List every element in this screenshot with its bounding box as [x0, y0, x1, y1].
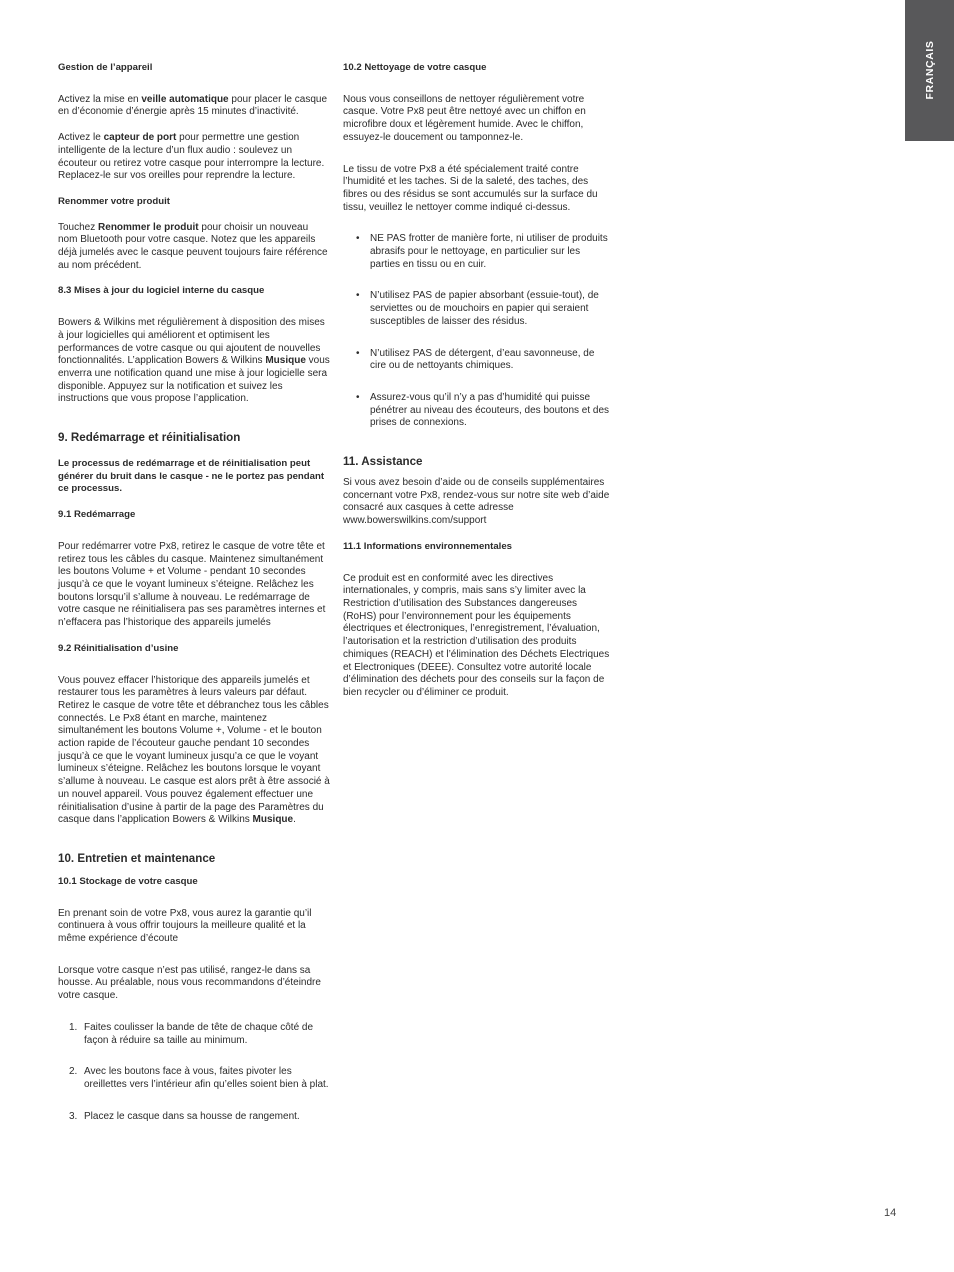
capteur-paragraph: Activez le capteur de port pour permettre une gestion intelligente de la lecture d’un flux audio : soulevez un écouteur ou retirez votre casque pour interrompre la lecture. Replacez-le sur vos oreilles pour reprendre la lecture. — [58, 132, 325, 182]
section-10-1-paragraph-2: Lorsque votre casque n’est pas utilisé, rangez-le dans sa housse. Au préalable, nous vous recommandons d’éteindre votre casque. — [58, 964, 321, 1002]
rename-paragraph: Touchez Renommer le produit pour choisir un nouveau nom Bluetooth pour votre casque. Notez que les appareils déjà jumelés avec le casque peuvent toujours faire référence au nom précédent. — [58, 221, 328, 271]
rename-heading: Renommer votre produit — [58, 195, 170, 207]
section-11-heading: 11. Assistance — [343, 455, 423, 469]
list-item: 3. Placez le casque dans sa housse de rangement. — [69, 1110, 300, 1122]
section-9-2-heading: 9.2 Réinitialisation d’usine — [58, 642, 179, 654]
section-8-3-heading: 8.3 Mises à jour du logiciel interne du casque — [58, 285, 265, 297]
list-item: 1. Faites coulisser la bande de tête de chaque côté de façon à réduire sa taille au minimum. — [69, 1021, 314, 1046]
section-10-1-heading: 10.1 Stockage de votre casque — [58, 875, 198, 887]
left-column — [58, 62, 330, 1142]
section-11-1-heading: 11.1 Informations environnementales — [343, 540, 513, 552]
list-item: • N’utilisez PAS de papier absorbant (essuie-tout), de serviettes ou de mouchoirs en papier qui seraient susceptibles de laisser des résidus. — [370, 290, 611, 328]
section-10-2-paragraph-2: Le tissu de votre Px8 a été spécialement traité contre l’humidité et les taches. Si de la saleté, des taches, des fibres ou des résidus se sont accumulés sur la surface du tissu, veuillez le nettoyer comme indiqué ci-dessus. — [343, 163, 598, 213]
section-10-heading: 10. Entretien et maintenance — [58, 851, 216, 865]
list-item: 2. Avec les boutons face à vous, faites pivoter les oreillettes vers l’intérieur afin qu’elles soient bien à plat. — [69, 1066, 329, 1090]
section-9-2-paragraph: Vous pouvez effacer l’historique des appareils jumelés et restaurer tous les paramètres à leurs valeurs par défaut. Retirez le casque de votre tête et débranchez tous les câbles connectés. Le Px8 étant en marche, maintenez simultanément les boutons Volume +, Volume - et le bouton action rapide de l’écouteur gauche pendant 10 secondes jusqu’à ce que le voyant lumineux jusqu’a ce que le voyant lumineux s’éteigne. Relâchez les boutons lorsque le voyant s’allume à nouveau. Le casque est alors prêt à être associé à un nouvel appareil. Vous pouvez également effectuer une réinitialisation d’usine à partir de la page des Paramètres du casque dans l’application Bowers & Wilkins Musique. — [58, 674, 330, 826]
gestion-heading: Gestion de l’appareil — [58, 62, 153, 73]
section-8-3-paragraph: Bowers & Wilkins met régulièrement à disposition des mises à jour logicielles qui améliorent et optimisent les performances de votre casque ou qui ajoutent de nouvelles fonctionnalités. L’application Bowers & Wilkins Musique vous enverra une notification quand une mise à jour logicielle sera disponible. Appuyez sur la notification et suivez les instructions que vous propose l’application. — [58, 317, 330, 405]
language-tab-label: FRANÇAIS — [923, 40, 936, 100]
list-item: • Assurez-vous qu’il n’y a pas d’humidité qui puisse pénétrer au niveau des écouteurs, des boutons et des prises de connexions. — [370, 392, 611, 430]
section-11-1-paragraph: Ce produit est en conformité avec les directives internationales, y compris, mais sans s’y limiter avec la Restriction d’utilisation des Substances dangereuses (RoHS) pour l’environnement pour les équipements électriques et électroniques, l’enregistrement, l’évaluation, l’autorisation et la restriction d’utilisation des produits chimiques (REACH) et l’élimination des Déchets Electriques et Electroniques (DEEE). Consultez votre autorité locale d’élimination des déchets pour des conseils sur la façon de bien recycler ou d’éliminer ce produit. — [343, 572, 610, 698]
list-item: • N’utilisez PAS de détergent, d’eau savonneuse, de cire ou de nettoyants chimiques. — [370, 348, 611, 373]
page-number: 14 — [884, 1207, 897, 1219]
cleaning-bullet-list — [343, 233, 611, 430]
right-column — [343, 62, 611, 700]
section-10-1-paragraph-1: En prenant soin de votre Px8, vous aurez la garantie qu’il continuera à vous offrir toujours la meilleure qualité et la même expérience d’écoute — [58, 907, 312, 945]
section-9-1-paragraph: Pour redémarrer votre Px8, retirez le casque de votre tête et retirez tous les câbles du casque. Maintenez simultanément les boutons Volume + et Volume - pendant 10 secondes jusqu’à ce que le voyant lumineux s’éteigne. Relâchez les boutons lorsqu’il s’allume à nouveau. Le redémarrage de votre casque ne réinitialisera pas ses paramètres internes et n’effacera pas l’historique des appareils jumelés — [58, 540, 326, 629]
section-10-2-paragraph-1: Nous vous conseillons de nettoyer régulièrement votre casque. Votre Px8 peut être nettoyé avec un chiffon en microfibre doux et légèrement humide. Avec le chiffon, essuyez-le doucement ou tamponnez-le. — [343, 93, 586, 143]
veille-paragraph: Activez la mise en veille automatique pour placer le casque en d’économie d’énergie après 15 minutes d’inactivité. — [58, 93, 328, 118]
section-10-2-heading: 10.2 Nettoyage de votre casque — [343, 62, 487, 73]
section-9-heading: 9. Redémarrage et réinitialisation — [58, 431, 241, 445]
language-tab — [905, 0, 954, 141]
section-11-paragraph: Si vous avez besoin d’aide ou de conseils supplémentaires concernant votre Px8, rendez-vous sur notre site web d’aide consacré aux casques à cette adresse www.bowerswilkins.com/support — [343, 477, 610, 527]
storage-steps-list — [58, 1022, 330, 1124]
section-9-warning: Le processus de redémarrage et de réinitialisation peut générer du bruit dans le casque - ne le portez pas pendant ce processus. — [58, 458, 325, 495]
list-item: • NE PAS frotter de manière forte, ni utiliser de produits abrasifs pour le nettoyage, en particulier sur les parties en tissu ou en cuir. — [370, 233, 611, 271]
section-9-1-heading: 9.1 Redémarrage — [58, 509, 136, 521]
